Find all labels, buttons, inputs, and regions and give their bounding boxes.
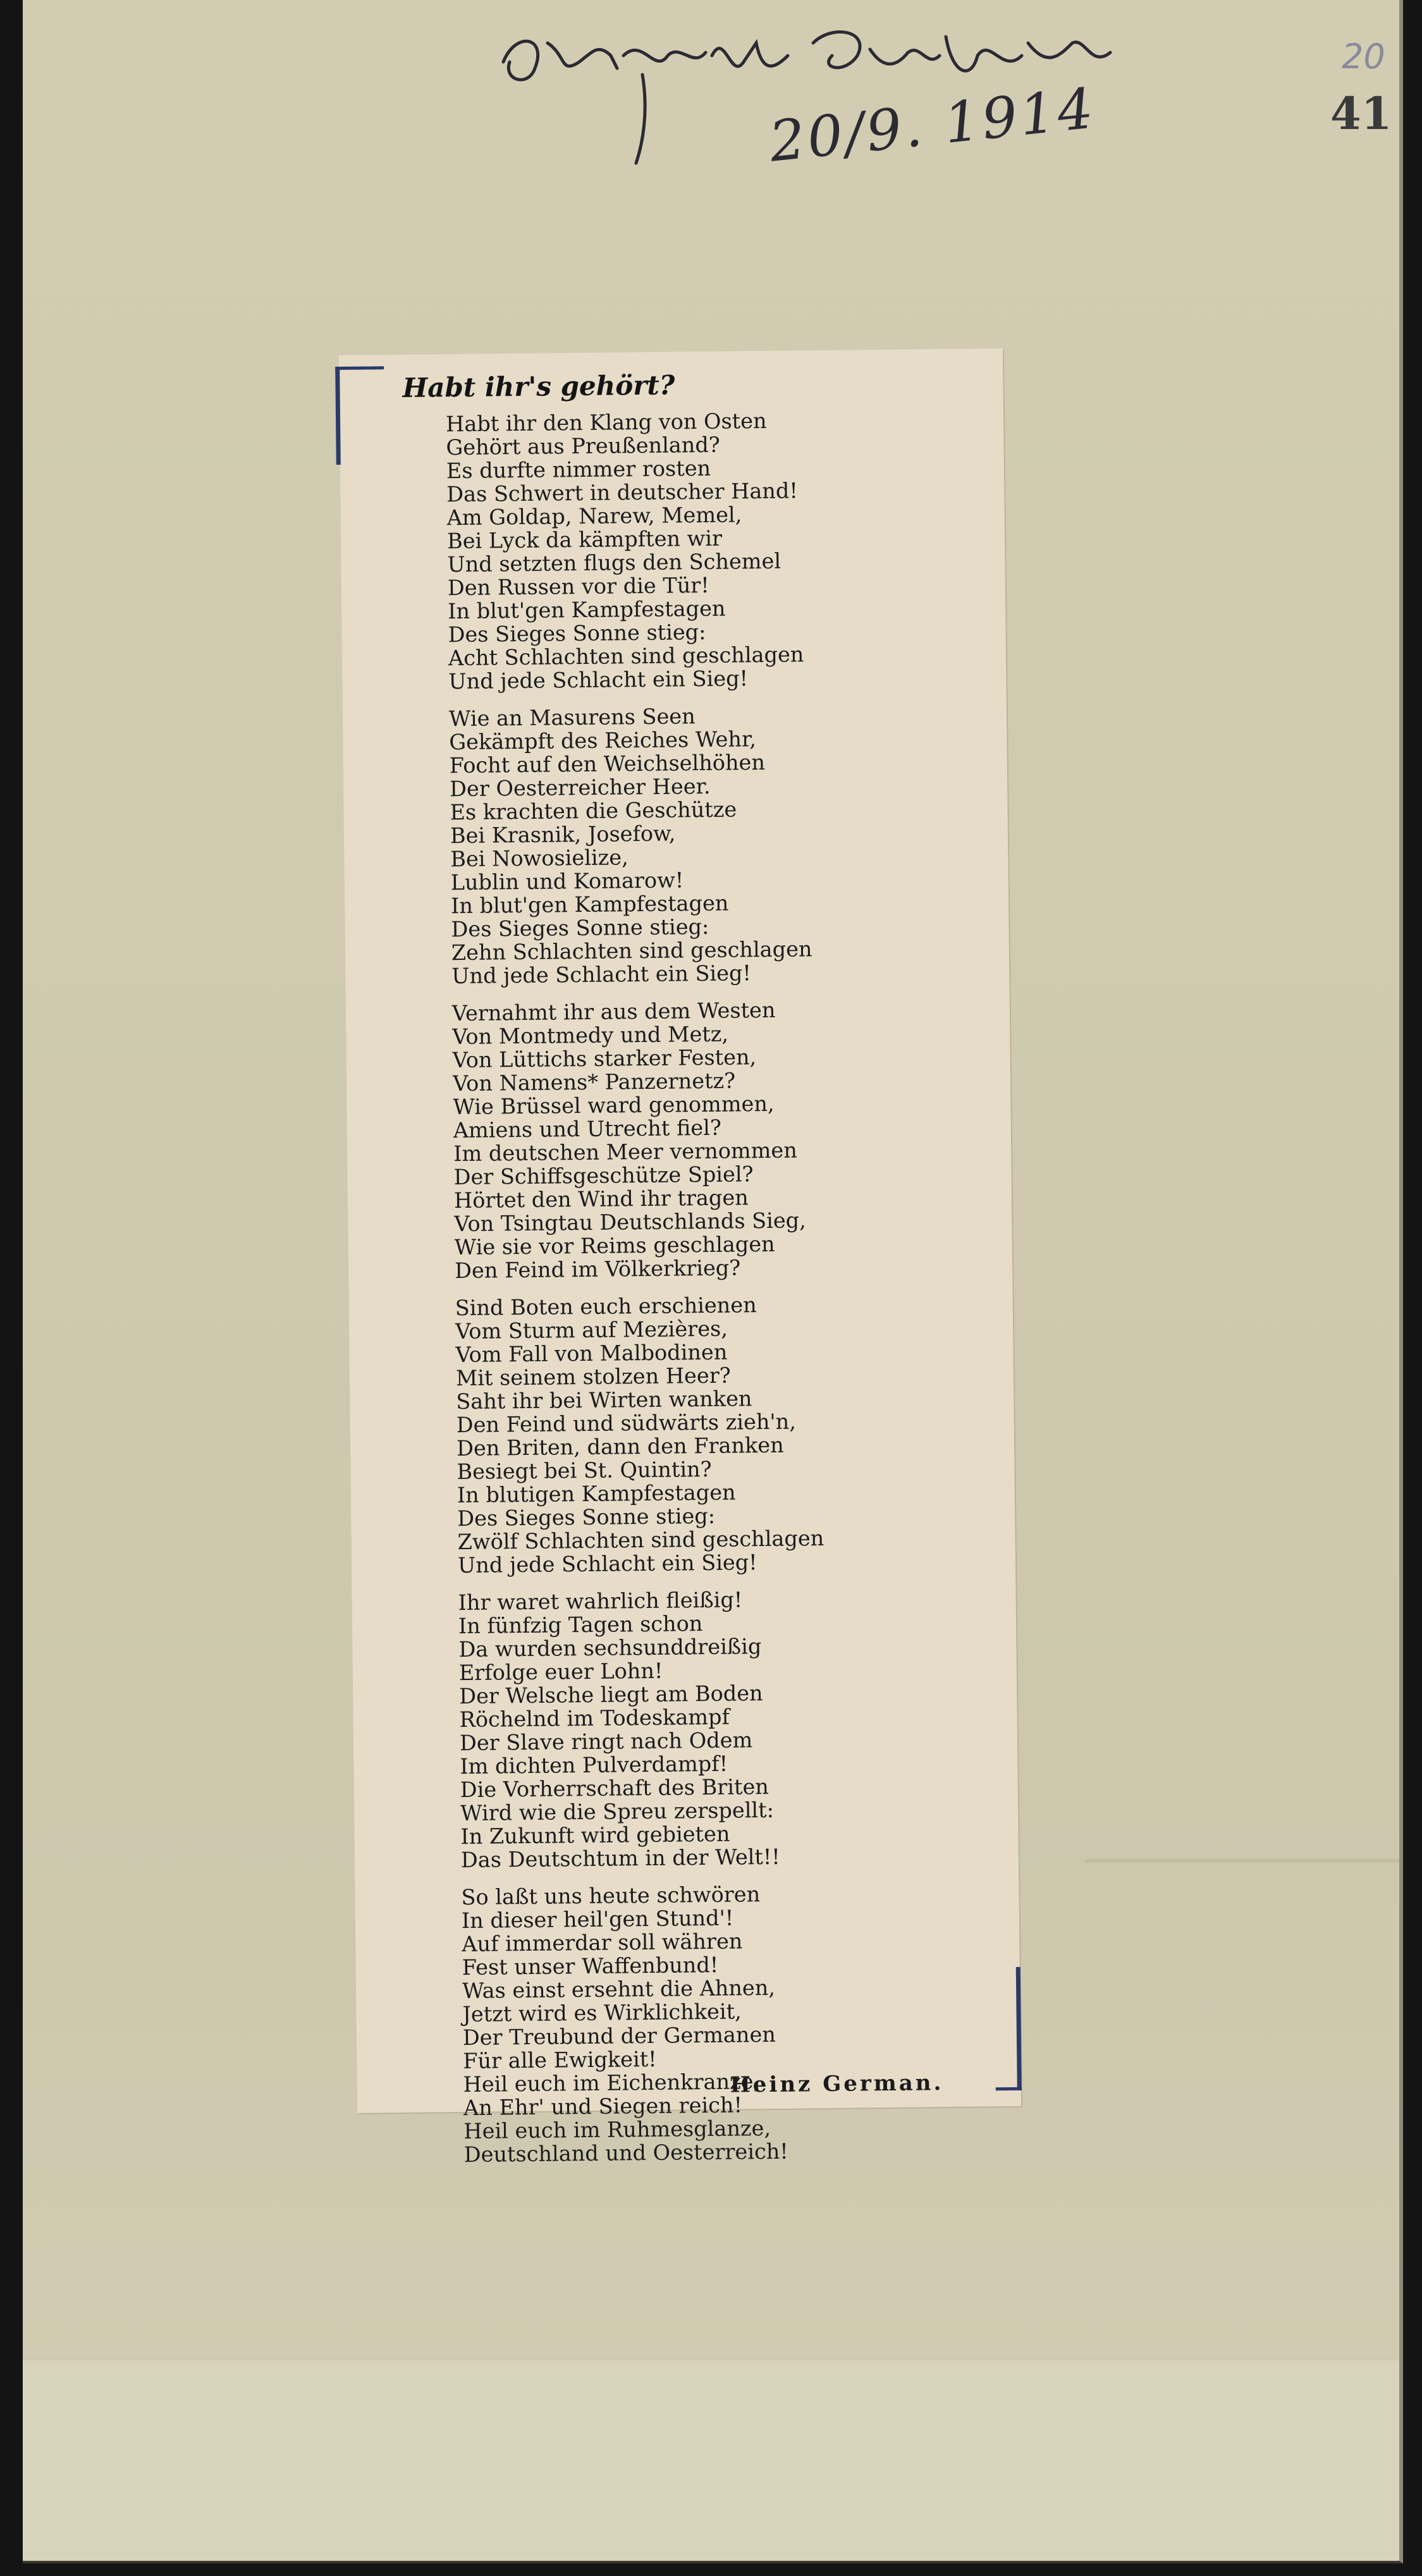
poem-line: Am Goldap, Narew, Memel, [446, 502, 742, 531]
poem-line: Deutschland und Oesterreich! [463, 2138, 788, 2168]
poem-line: Vom Sturm auf Mezières, [455, 1316, 728, 1344]
poem-line: Den Russen vor die Tür! [447, 572, 709, 601]
poem-line: Des Sieges Sonne stieg: [457, 1503, 716, 1531]
poem-line: Der Schiffsgeschütze Spiel? [453, 1162, 754, 1190]
poem-line: Habt ihr den Klang von Osten [445, 408, 767, 437]
poem-line: Und setzten flugs den Schemel [447, 548, 781, 577]
poem-line: In fünfzig Tagen schon [458, 1611, 703, 1639]
poem-line: Heil euch im Eichenkranze, [463, 2069, 761, 2097]
poem-line: Was einst ersehnt die Ahnen, [462, 1975, 776, 2004]
poem-line: Wie an Masurens Seen [448, 704, 696, 732]
poem-line: Für alle Ewigkeit! [463, 2046, 657, 2074]
poem-line: Amiens und Utrecht fiel? [453, 1115, 722, 1143]
poem-body [446, 407, 1008, 2180]
newspaper-clipping [339, 348, 1021, 2168]
paper-lower-margin [23, 2358, 1399, 2561]
poem-line: Saht ihr bei Wirten wanken [456, 1386, 752, 1414]
poem-line: Im dichten Pulverdampf! [460, 1751, 728, 1779]
poem-line: Zehn Schlachten sind geschlagen [451, 936, 812, 966]
poem-line: Den Feind im Völkerkrieg? [454, 1255, 741, 1284]
poem-line: Den Feind und südwärts zieh'n, [456, 1409, 797, 1438]
poem-line: Von Tsingtau Deutschlands Sieg, [454, 1208, 806, 1237]
poem-line: In blutigen Kampfestagen [457, 1480, 736, 1508]
poem-line: Bei Lyck da kämpften wir [446, 525, 723, 554]
poem-line: In dieser heil'gen Stund'! [461, 1905, 734, 1934]
paper-sheet [23, 0, 1403, 2563]
poem-line: Röchelnd im Todeskampf [459, 1704, 730, 1733]
poem-line: Vernahmt ihr aus dem Westen [451, 997, 776, 1026]
poem-line: Von Namens* Panzernetz? [452, 1068, 736, 1096]
poem-stanza [455, 1291, 1002, 1577]
poem-line: Die Vorherrschaft des Briten [460, 1774, 769, 1803]
poem-line: Focht auf den Weichselhöhen [449, 749, 766, 778]
poem-line: Mit seinem stolzen Heer? [455, 1363, 731, 1391]
poem-line: Sind Boten euch erschienen [455, 1292, 757, 1321]
archive-number: 20 [1342, 37, 1385, 77]
poem-line: Der Slave ringt nach Odem [459, 1727, 753, 1756]
poem-line: Erfolge euer Lohn! [458, 1658, 663, 1686]
poem-stanza [458, 1585, 1005, 1872]
poem-stanza [449, 701, 996, 988]
poem-line: Jetzt wird es Wirklichkeit, [462, 1999, 742, 2027]
poem-line: Von Montmedy und Metz, [452, 1021, 729, 1050]
poem-line: Vom Fall von Malbodinen [455, 1339, 728, 1368]
handwritten-annotation [491, 18, 1161, 182]
poem-line: Von Lüttichs starker Festen, [452, 1045, 757, 1073]
poem-line: An Ehr' und Siegen reich! [463, 2092, 743, 2121]
paper-crease [1085, 1859, 1399, 1863]
blue-pencil-mark-top [335, 366, 385, 465]
poem-line: Des Sieges Sonne stieg: [448, 619, 706, 647]
poem-line: Gekämpft des Reiches Wehr, [449, 727, 757, 755]
poem-line: Zwölf Schlachten sind geschlagen [457, 1526, 824, 1555]
blue-pencil-mark-bottom [995, 1967, 1022, 2090]
poem-line: Wird wie die Spreu zerspellt: [460, 1797, 775, 1826]
poem-line: Bei Krasnik, Josefow, [450, 821, 676, 849]
poem-line: Bei Nowosielize, [450, 845, 628, 872]
poem-line: Es durfte nimmer rosten [446, 455, 711, 484]
poem-line: Und jede Schlacht ein Sieg! [451, 960, 752, 989]
poem-line: Ihr waret wahrlich fleißig! [458, 1587, 743, 1616]
clipping-date: 20/9. 1914 [766, 75, 1099, 175]
poem-line: Im deutschen Meer vernommen [453, 1138, 798, 1167]
poem-line: In blut'gen Kampfestagen [450, 890, 729, 919]
poem-line: Und jede Schlacht ein Sieg! [448, 666, 749, 694]
poem-stanza [461, 1880, 1008, 2166]
poem-line: Auf immerdar soll währen [462, 1929, 743, 1957]
poem-author: Heinz German. [730, 2070, 944, 2098]
poem-line: Acht Schlachten sind geschlagen [448, 642, 804, 671]
poem-line: Fest unser Waffenbund! [462, 1952, 719, 1980]
poem-line: Wie sie vor Reims geschlagen [454, 1231, 775, 1260]
paper-fold-line [23, 2358, 1399, 2360]
poem-line: Hörtet den Wind ihr tragen [453, 1185, 749, 1213]
poem-line: So laßt uns heute schwören [461, 1882, 761, 1910]
poem-line: In Zukunft wird gebieten [460, 1821, 730, 1849]
poem-line: Der Welsche liegt am Boden [459, 1681, 763, 1709]
poem-line: Heil euch im Ruhmesglanze, [463, 2116, 771, 2144]
poem-line: Besiegt bei St. Quintin? [457, 1456, 712, 1485]
poem-stanza [446, 407, 993, 693]
poem-line: Der Oesterreicher Heer. [449, 773, 711, 802]
poem-stanza [452, 996, 999, 1282]
poem-line: Und jede Schlacht ein Sieg! [457, 1550, 757, 1578]
poem-line: Da wurden sechsunddreißig [458, 1634, 762, 1662]
poem-line: Es krachten die Geschütze [450, 797, 737, 825]
poem-line: Das Schwert in deutscher Hand! [446, 478, 798, 507]
poem-line: Wie Brüssel ward genommen, [453, 1091, 775, 1120]
poem-line: Das Deutschtum in der Welt!! [460, 1844, 780, 1873]
poem-line: Lublin und Komarow! [450, 868, 684, 895]
page-number: 41 [1330, 87, 1392, 140]
poem-title: Habt ihr's gehört? [402, 369, 675, 403]
poem-line: Den Briten, dann den Franken [456, 1432, 784, 1461]
poem-line: Der Treubund der Germanen [462, 2021, 776, 2051]
poem-line: In blut'gen Kampfestagen [448, 596, 726, 624]
poem-line: Gehört aus Preußenland? [446, 432, 720, 460]
poem-line: Des Sieges Sonne stieg: [451, 914, 709, 942]
